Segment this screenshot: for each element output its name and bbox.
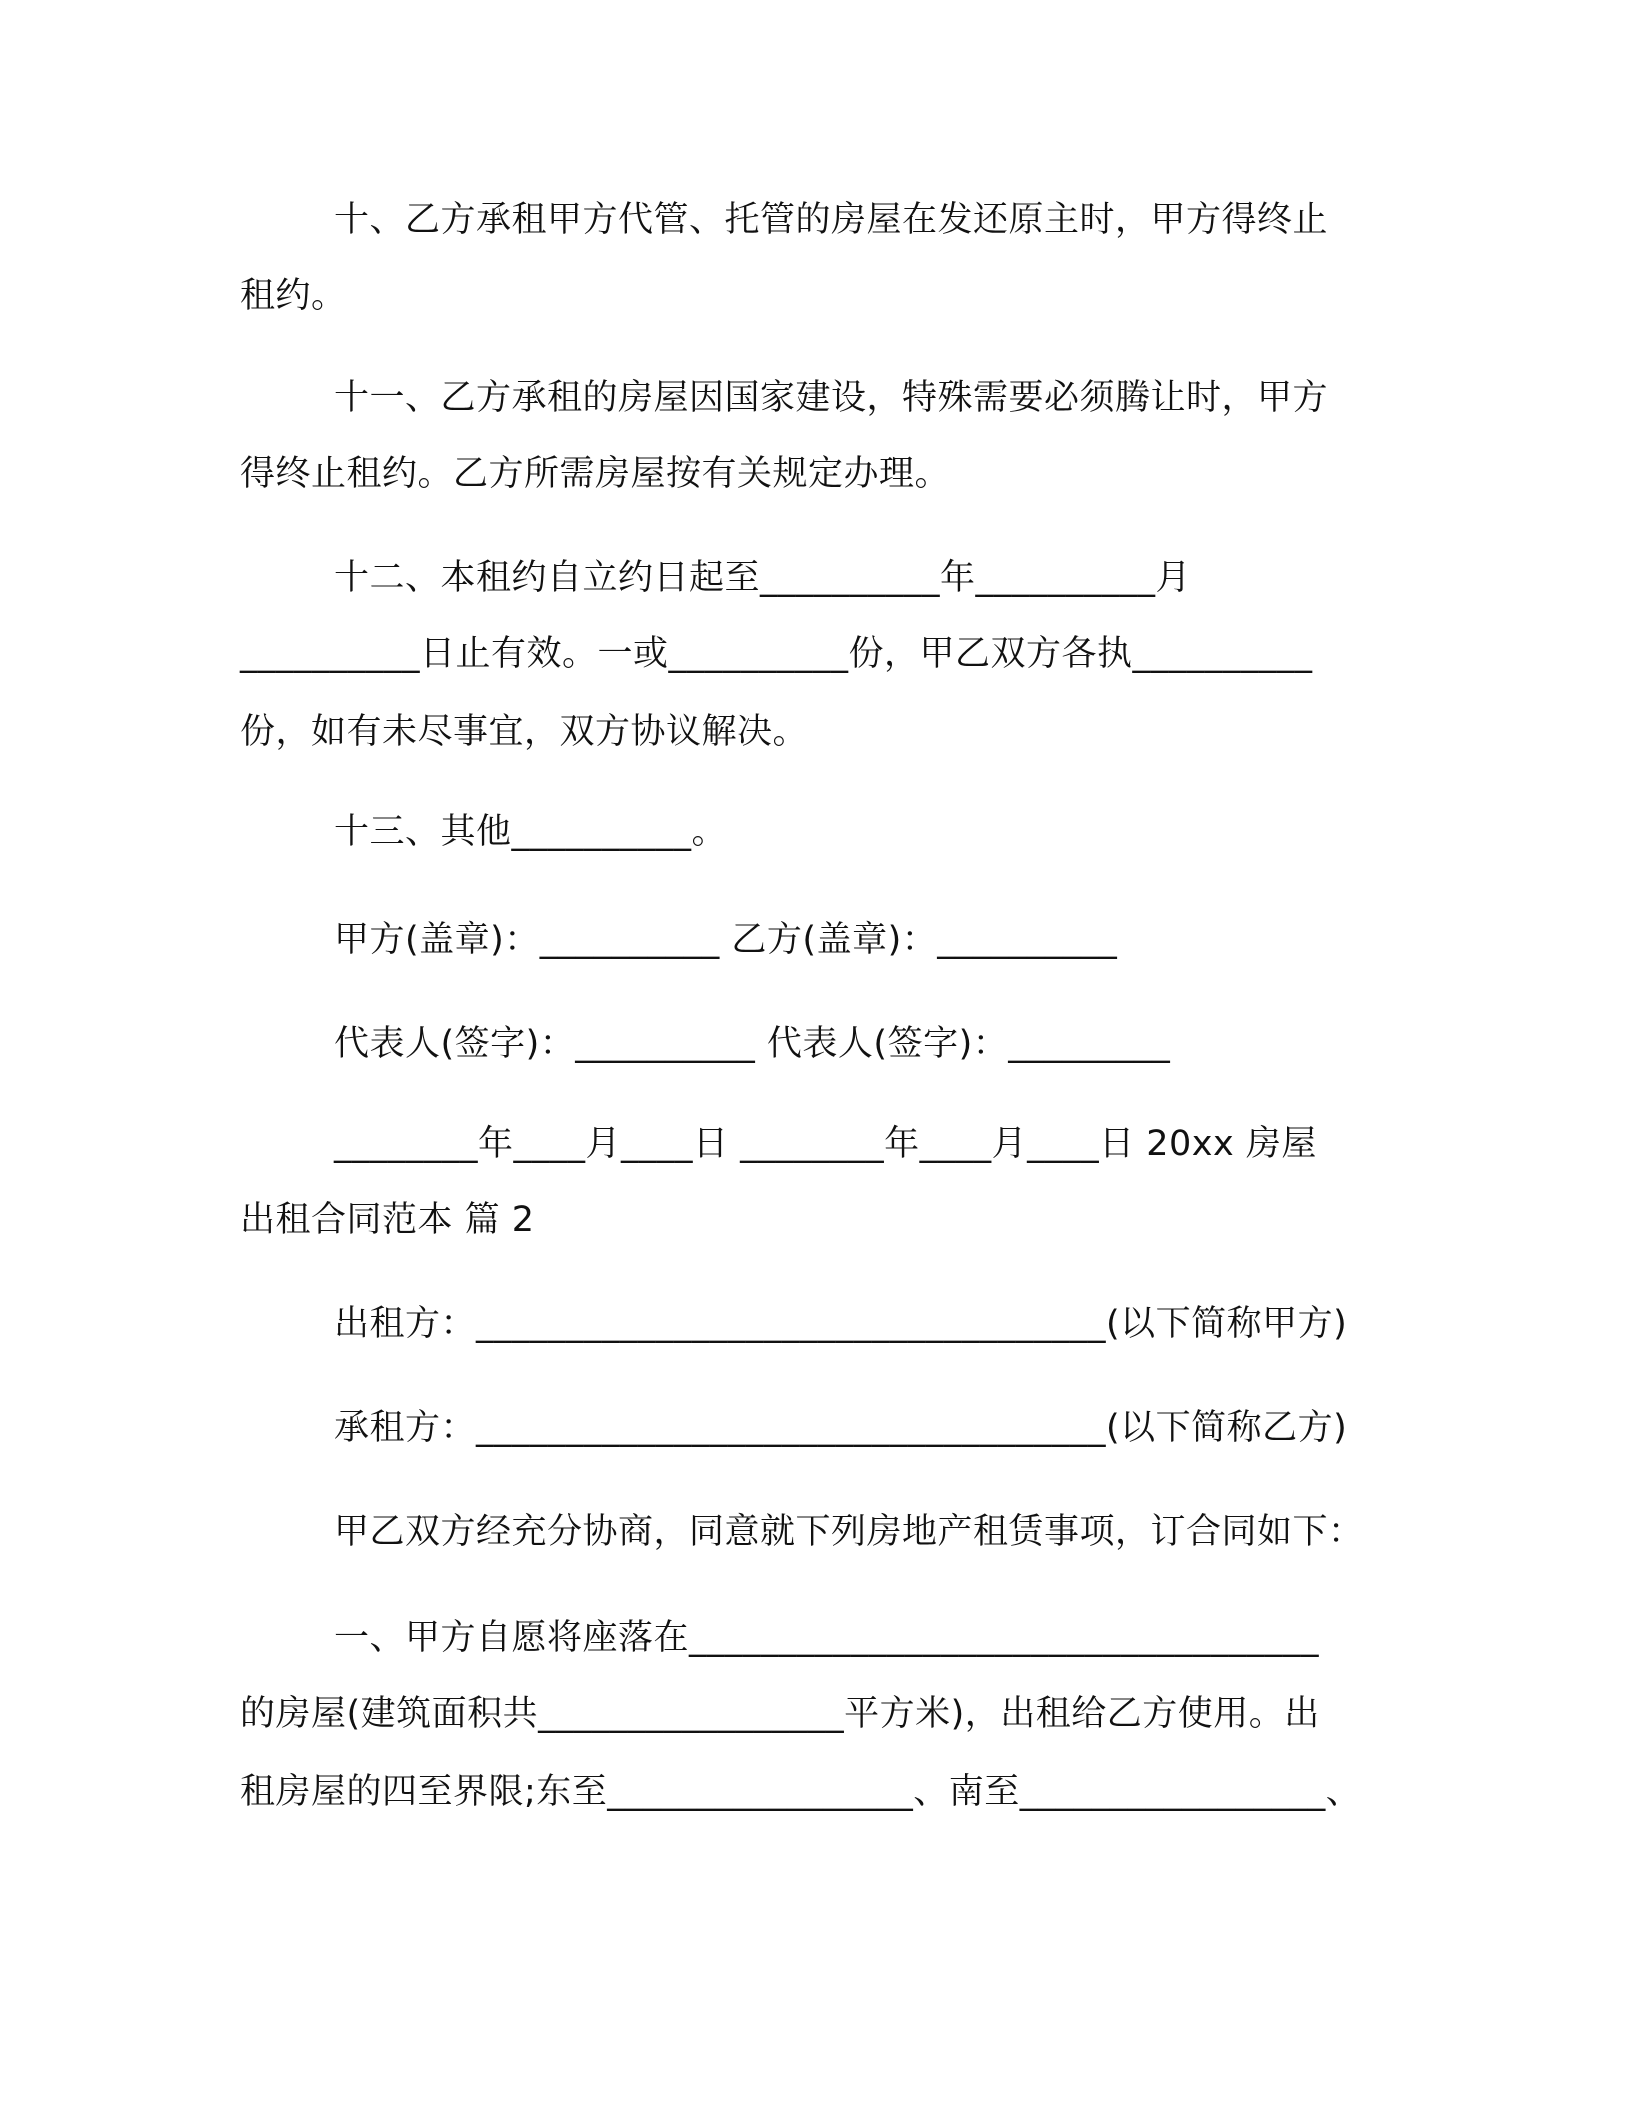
clause-12-line-1: 十二、本租约自立约日起至__________年__________月 <box>334 558 1192 598</box>
clause-13-line: 十三、其他__________。 <box>334 812 728 852</box>
clause-1-line-3: 租房屋的四至界限;东至_________________、南至_________________、 <box>240 1772 1362 1812</box>
clause-10-line-2: 租约。 <box>240 276 347 316</box>
clause-10-line-1: 十、乙方承租甲方代管、托管的房屋在发还原主时，甲方得终止 <box>334 200 1329 240</box>
clause-12-line-2: __________日止有效。一或__________份，甲乙双方各执__________ <box>240 634 1313 674</box>
seal-line: 甲方(盖章)：__________ 乙方(盖章)：__________ <box>334 920 1118 960</box>
date-line: ________年____月____日 ________年____月____日 20xx 房屋 <box>334 1124 1317 1164</box>
clause-1-line-2: 的房屋(建筑面积共_________________平方米)，出租给乙方使用。出 <box>240 1694 1320 1734</box>
intro-line: 甲乙双方经充分协商，同意就下列房地产租赁事项，订合同如下： <box>334 1512 1364 1552</box>
lessee-line: 承租方：___________________________________(以下简称乙方) <box>334 1408 1348 1448</box>
clause-11-line-2: 得终止租约。乙方所需房屋按有关规定办理。 <box>240 454 951 494</box>
clause-12-line-3: 份，如有未尽事宜，双方协议解决。 <box>240 712 809 752</box>
clause-11-line-1: 十一、乙方承租的房屋因国家建设，特殊需要必须腾让时，甲方 <box>334 378 1329 418</box>
signature-line: 代表人(签字)：__________ 代表人(签字)：_________ <box>334 1024 1171 1064</box>
clause-1-line-1: 一、甲方自愿将座落在___________________________________ <box>334 1618 1320 1658</box>
section-heading: 出租合同范本 篇 2 <box>240 1200 535 1240</box>
lessor-line: 出租方：___________________________________(以下简称甲方) <box>334 1304 1348 1344</box>
